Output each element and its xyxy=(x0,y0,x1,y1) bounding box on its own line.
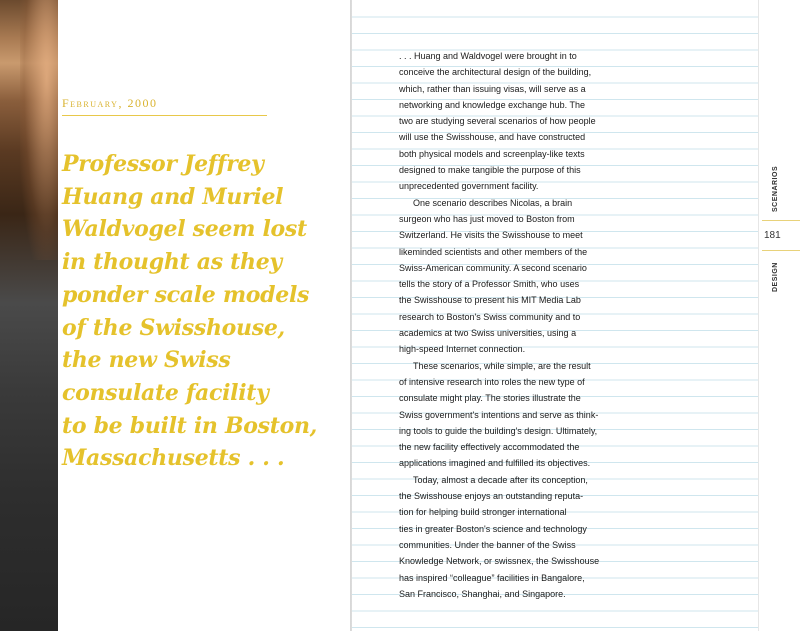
body-line: research to Boston's Swiss community and to xyxy=(399,311,581,322)
body-line: Today, almost a decade after its conception, xyxy=(413,474,588,485)
body-line: which, rather than issuing visas, will serve as a xyxy=(399,83,586,94)
body-line: surgeon who has just moved to Boston from xyxy=(399,213,575,224)
photo-strip xyxy=(0,0,58,631)
body-line: unprecedented government facility. xyxy=(399,181,539,192)
body-text xyxy=(399,48,599,602)
pull-quote-line: ponder scale models xyxy=(62,281,310,308)
body-line: designed to make tangible the purpose of this xyxy=(399,165,581,176)
pull-quote-line: Huang and Muriel xyxy=(62,183,284,210)
body-line: Swiss government's intentions and serve as think- xyxy=(399,409,599,420)
pull-quote-line: of the Swisshouse, xyxy=(62,314,285,341)
body-line: tells the story of a Professor Smith, who uses xyxy=(399,279,580,290)
page-number: 181 xyxy=(764,230,781,241)
margin-column xyxy=(758,0,800,631)
body-line: One scenario describes Nicolas, a brain xyxy=(413,197,573,208)
section-label-design: DESIGN xyxy=(772,262,779,292)
section-label-scenarios: SCENARIOS xyxy=(772,165,779,212)
pull-quote-line: the new Swiss xyxy=(62,347,231,374)
body-line: high-speed Internet connection. xyxy=(399,344,526,355)
body-line: consulate might play. The stories illustrate the xyxy=(399,393,581,404)
body-line: Knowledge Network, or swissnex, the Swisshouse xyxy=(399,556,600,567)
pull-quote-line: consulate facility xyxy=(62,379,269,406)
body-line: ing tools to guide the building's design. Ultimately, xyxy=(399,425,598,436)
pull-quote-line: Massachusetts . . . xyxy=(62,445,285,472)
body-line: two are studying several scenarios of how people xyxy=(399,116,596,127)
pull-quote-line: in thought as they xyxy=(62,249,282,276)
body-line: networking and knowledge exchange hub. The xyxy=(399,99,585,110)
body-line: both physical models and screenplay-like texts xyxy=(399,148,585,159)
body-line: has inspired “colleague” facilities in Bangalore, xyxy=(399,572,585,583)
body-line: San Francisco, Shanghai, and Singapore. xyxy=(399,588,566,599)
body-line: the Swisshouse to present his MIT Media Lab xyxy=(399,295,581,306)
pull-quote-line: Professor Jeffrey xyxy=(62,151,264,177)
margin-divider xyxy=(762,250,800,251)
body-line: the Swisshouse enjoys an outstanding reputa- xyxy=(399,491,584,502)
body-line: of intensive research into roles the new type of xyxy=(399,376,585,387)
pull-quote-line: to be built in Boston, xyxy=(62,412,318,439)
body-line: academics at two Swiss universities, using a xyxy=(399,328,577,339)
body-line: conceive the architectural design of the building, xyxy=(399,67,592,78)
body-line: applications imagined and fulfilled its objectives. xyxy=(399,458,591,469)
date-heading: February, 2000 xyxy=(62,96,267,116)
body-line: the new facility effectively accommodated the xyxy=(399,442,580,453)
body-line: communities. Under the banner of the Swiss xyxy=(399,539,576,550)
body-line: . . . Huang and Waldvogel were brought in to xyxy=(399,51,577,61)
margin-divider xyxy=(762,220,800,221)
pull-quote xyxy=(62,148,347,475)
body-line: Swiss-American community. A second scenario xyxy=(399,262,587,273)
body-line: will use the Swisshouse, and have constructed xyxy=(399,132,586,143)
body-line: likeminded scientists and other members of the xyxy=(399,246,588,257)
pull-quote-line: Waldvogel seem lost xyxy=(62,216,307,243)
body-line: ties in greater Boston's science and technology xyxy=(399,523,587,534)
body-line: Switzerland. He visits the Swisshouse to meet xyxy=(399,230,583,241)
body-line: These scenarios, while simple, are the result xyxy=(413,360,591,371)
body-line: tion for helping build stronger international xyxy=(399,507,567,518)
